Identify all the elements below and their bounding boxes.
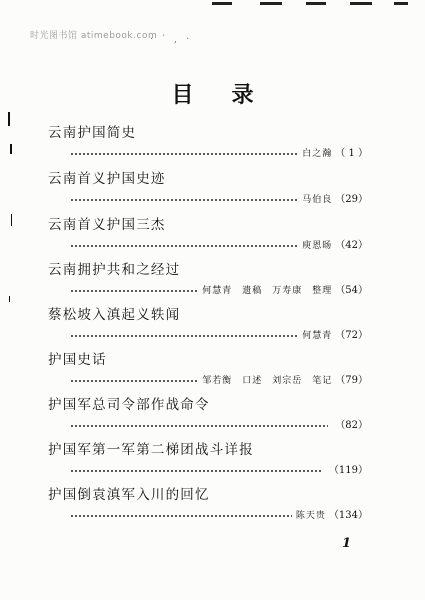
toc-entry-title: 云南首义护国史迹	[48, 171, 166, 187]
toc-entry-title: 蔡松坡入滇起义轶闻	[48, 307, 181, 323]
toc-entry[interactable]	[48, 170, 368, 206]
toc-entry[interactable]	[48, 486, 368, 522]
toc-entry[interactable]	[48, 216, 368, 252]
margin-mark	[9, 296, 10, 302]
toc-entry[interactable]	[48, 441, 368, 477]
toc-entry-page: （134）	[328, 510, 368, 521]
toc-entry[interactable]	[48, 124, 368, 160]
dot-leader	[70, 425, 328, 427]
page-number: 1	[342, 536, 352, 551]
toc-entry-title: 护国史话	[48, 352, 107, 368]
toc-entry-leader	[70, 375, 368, 387]
toc-entry[interactable]	[48, 396, 368, 432]
toc-entry-author: 陈天贵	[295, 511, 326, 521]
dot-leader	[70, 199, 298, 201]
toc-entry-page: （ 1 ）	[335, 148, 368, 159]
toc-entry-leader	[70, 240, 368, 252]
toc-entry-page: （42）	[335, 240, 368, 251]
toc-entry-page: （72）	[335, 330, 368, 341]
toc-entry-page: （79）	[335, 375, 368, 386]
toc-entry-title: 护国军总司令部作战命令	[48, 397, 210, 413]
toc-entry-title: 云南首义护国三杰	[48, 217, 166, 233]
toc-entry-author: 邹若衡 口述 刘宗岳 笔记	[202, 376, 333, 386]
toc-entry-leader	[70, 420, 368, 432]
margin-mark	[8, 112, 10, 126]
page-title: 目录	[171, 83, 292, 108]
toc-entry-page: （82）	[335, 420, 368, 431]
toc-entry-leader	[70, 330, 368, 342]
toc-entry-author: 庾恩旸	[302, 241, 333, 251]
toc-entry-title: 护国倒袁滇军入川的回忆	[48, 487, 210, 503]
toc-entry-leader	[70, 285, 368, 297]
toc-entry-title: 云南拥护共和之经过	[48, 262, 181, 278]
toc-entry-author: 何慧青	[302, 331, 333, 341]
toc-entry-page: （54）	[335, 285, 368, 296]
dot-leader	[70, 290, 198, 292]
scan-specks: · ′ ‚ ·	[150, 34, 193, 45]
toc-entry-leader	[70, 465, 368, 477]
toc-entry-leader	[70, 510, 368, 522]
toc-entry-leader	[70, 148, 368, 160]
dot-leader	[70, 380, 198, 382]
toc-entry-author: 白之瀚	[302, 149, 333, 159]
toc-entry-page: （29）	[335, 194, 368, 205]
toc-entry-leader	[70, 194, 368, 206]
dot-leader	[70, 470, 322, 472]
watermark: 时光图书馆 atimebook.com	[30, 31, 158, 41]
toc-entry-author: 何慧青 遗稿 万寿康 整理	[202, 286, 333, 296]
toc-entry[interactable]	[48, 306, 368, 342]
toc-entry-author: 马伯良	[302, 195, 333, 205]
toc-entry-title: 护国军第一军第二梯团战斗详报	[48, 442, 254, 458]
toc-entry[interactable]	[48, 351, 368, 387]
dot-leader	[70, 335, 298, 337]
toc-entry[interactable]	[48, 261, 368, 297]
toc-entry-title: 云南护国简史	[48, 125, 137, 141]
top-edge-bars	[212, 0, 412, 8]
toc-entry-page: （119）	[328, 465, 368, 476]
dot-leader	[70, 515, 292, 517]
margin-mark	[10, 144, 12, 154]
dot-leader	[70, 245, 298, 247]
dot-leader	[70, 153, 298, 155]
margin-mark	[11, 214, 12, 226]
